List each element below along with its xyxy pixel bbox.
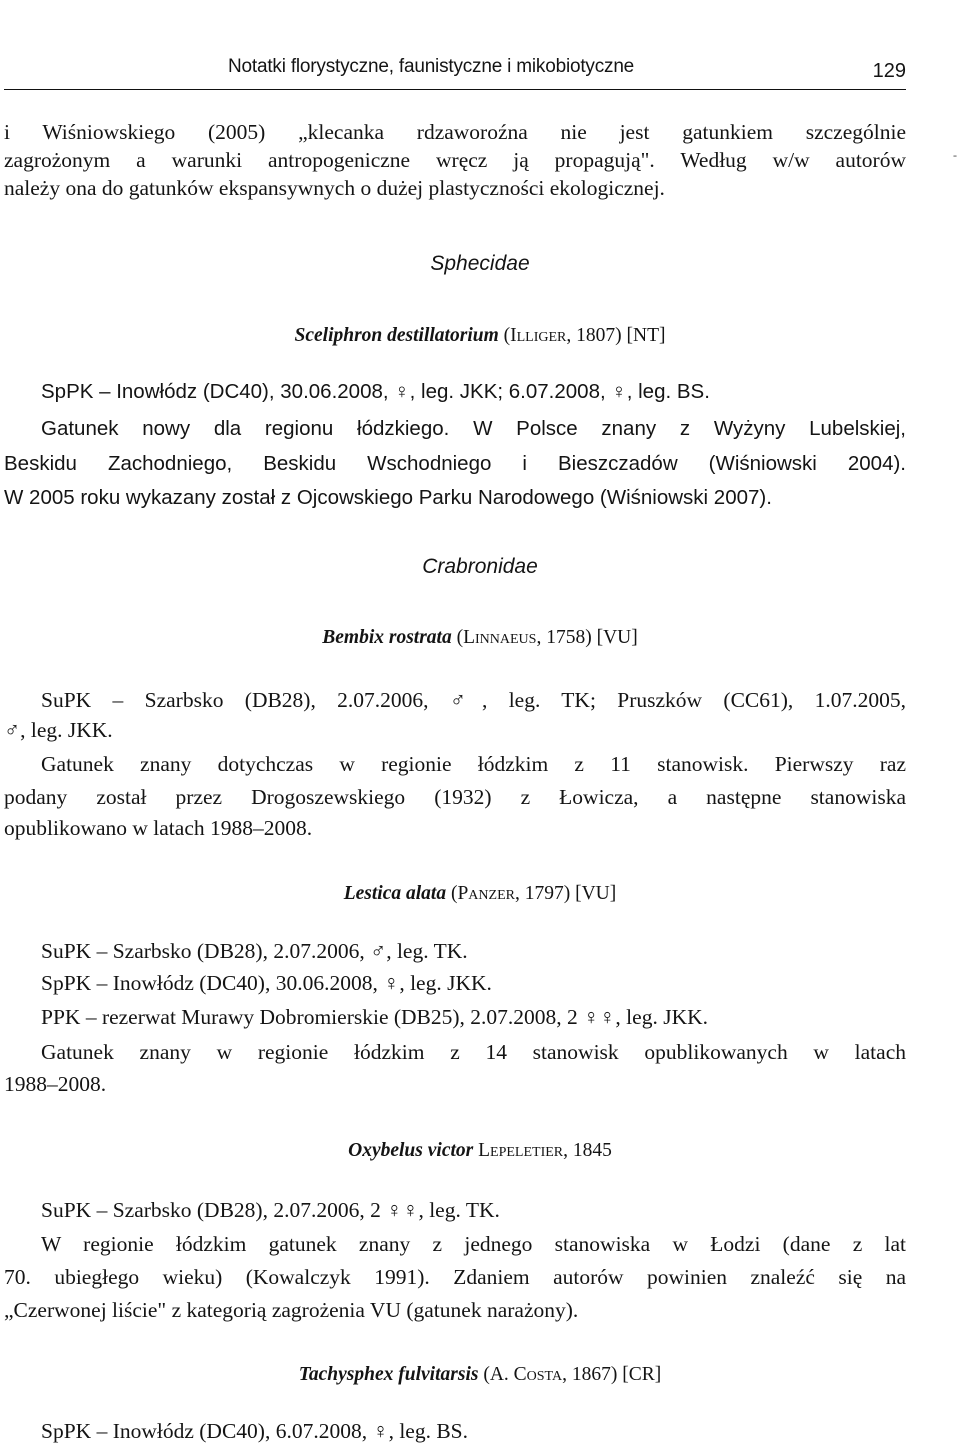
species-name: Oxybelus victor [348,1140,474,1161]
record-line: PPK – rezerwat Murawy Dobromierskie (DB25), 2.07.2008, 2 ♀♀, leg. JKK. [41,1005,708,1029]
species-name: Sceliphron destillatorium [294,325,499,346]
species-name: Bembix rostrata [322,627,452,648]
record-line: SpPK – Inowłódz (DC40), 6.07.2008, ♀, leg. BS. [41,1419,469,1443]
record-line: SuPK – Szarbsko (DB28), 2.07.2006, 2 ♀♀, leg. TK. [41,1198,500,1222]
text-line: zagrożonym a warunki antropogeniczne wręcz ją propagują". Według w/w autorów [4,148,906,172]
species-name: Lestica alata [343,883,447,904]
record-line: SuPK – Szarbsko (DB28), 2.07.2006, ♂, leg. TK. [41,939,468,963]
text-line: i Wiśniowskiego (2005) „klecanka rdzaworoźna nie jest gatunkiem szczególnie [4,120,906,144]
species-name: Tachysphex fulvitarsis [298,1364,479,1385]
text-line: Gatunek nowy dla regionu łódzkiego. W Polsce znany z Wyżyny Lubelskiej, [41,417,906,440]
text-line: Gatunek znany w regionie łódzkim z 14 stanowisk opublikowanych w latach [41,1040,906,1064]
record-line: SpPK – Inowłódz (DC40), 30.06.2008, ♀, leg. JKK; 6.07.2008, ♀, leg. BS. [41,380,710,403]
record-line: SuPK – Szarbsko (DB28), 2.07.2006, ♂, leg. TK; Pruszków (CC61), 1.07.2005, [41,688,906,712]
species-author: Lepeletier, 1845 [478,1140,612,1161]
species-heading [0,1364,960,1386]
record-line: ♂, leg. JKK. [4,718,113,742]
text-line: W regionie łódzkim gatunek znany z jednego stanowiska w Łodzi (dane z lat [41,1232,906,1256]
species-author: (A. Costa, 1867) [CR] [483,1364,662,1385]
species-author: (Linnaeus, 1758) [VU] [456,627,638,648]
text-line: W 2005 roku wykazany został z Ojcowskiego Parku Narodowego (Wiśniowski 2007). [4,486,772,509]
margin-mark: - [953,148,957,162]
family-heading-sphecidae: Sphecidae [430,252,530,275]
text-line: opublikowano w latach 1988–2008. [4,816,313,840]
species-author: (Illiger, 1807) [NT] [503,325,666,346]
family-heading-crabronidae: Crabronidae [422,555,538,578]
running-title: Notatki florystyczne, faunistyczne i mikobiotyczne [228,56,635,77]
text-line: 1988–2008. [4,1072,107,1096]
text-line: Beskidu Zachodniego, Beskidu Wschodniego i Bieszczadów (Wiśniowski 2004). [4,452,906,475]
text-line: Gatunek znany dotychczas w regionie łódzkim z 11 stanowisk. Pierwszy raz [41,752,906,776]
text-line: 70. ubiegłego wieku) (Kowalczyk 1991). Zdaniem autorów powinien znaleźć się na [4,1265,906,1289]
species-author: (Panzer, 1797) [VU] [450,883,617,904]
species-heading [0,325,960,347]
page-header [0,50,960,90]
species-heading [0,627,960,649]
text-line: należy ona do gatunków ekspansywnych o dużej plastyczności ekologicznej. [4,176,665,200]
species-heading [0,883,960,905]
page-number: 129 [872,60,906,82]
record-line: SpPK – Inowłódz (DC40), 30.06.2008, ♀, leg. JKK. [41,971,492,995]
species-heading [0,1140,960,1162]
text-line: „Czerwonej liście" z kategorią zagrożenia VU (gatunek narażony). [4,1298,579,1322]
header-rule [4,89,906,90]
text-line: podany został przez Drogoszewskiego (1932) z Łowicza, a następne stanowiska [4,785,906,809]
